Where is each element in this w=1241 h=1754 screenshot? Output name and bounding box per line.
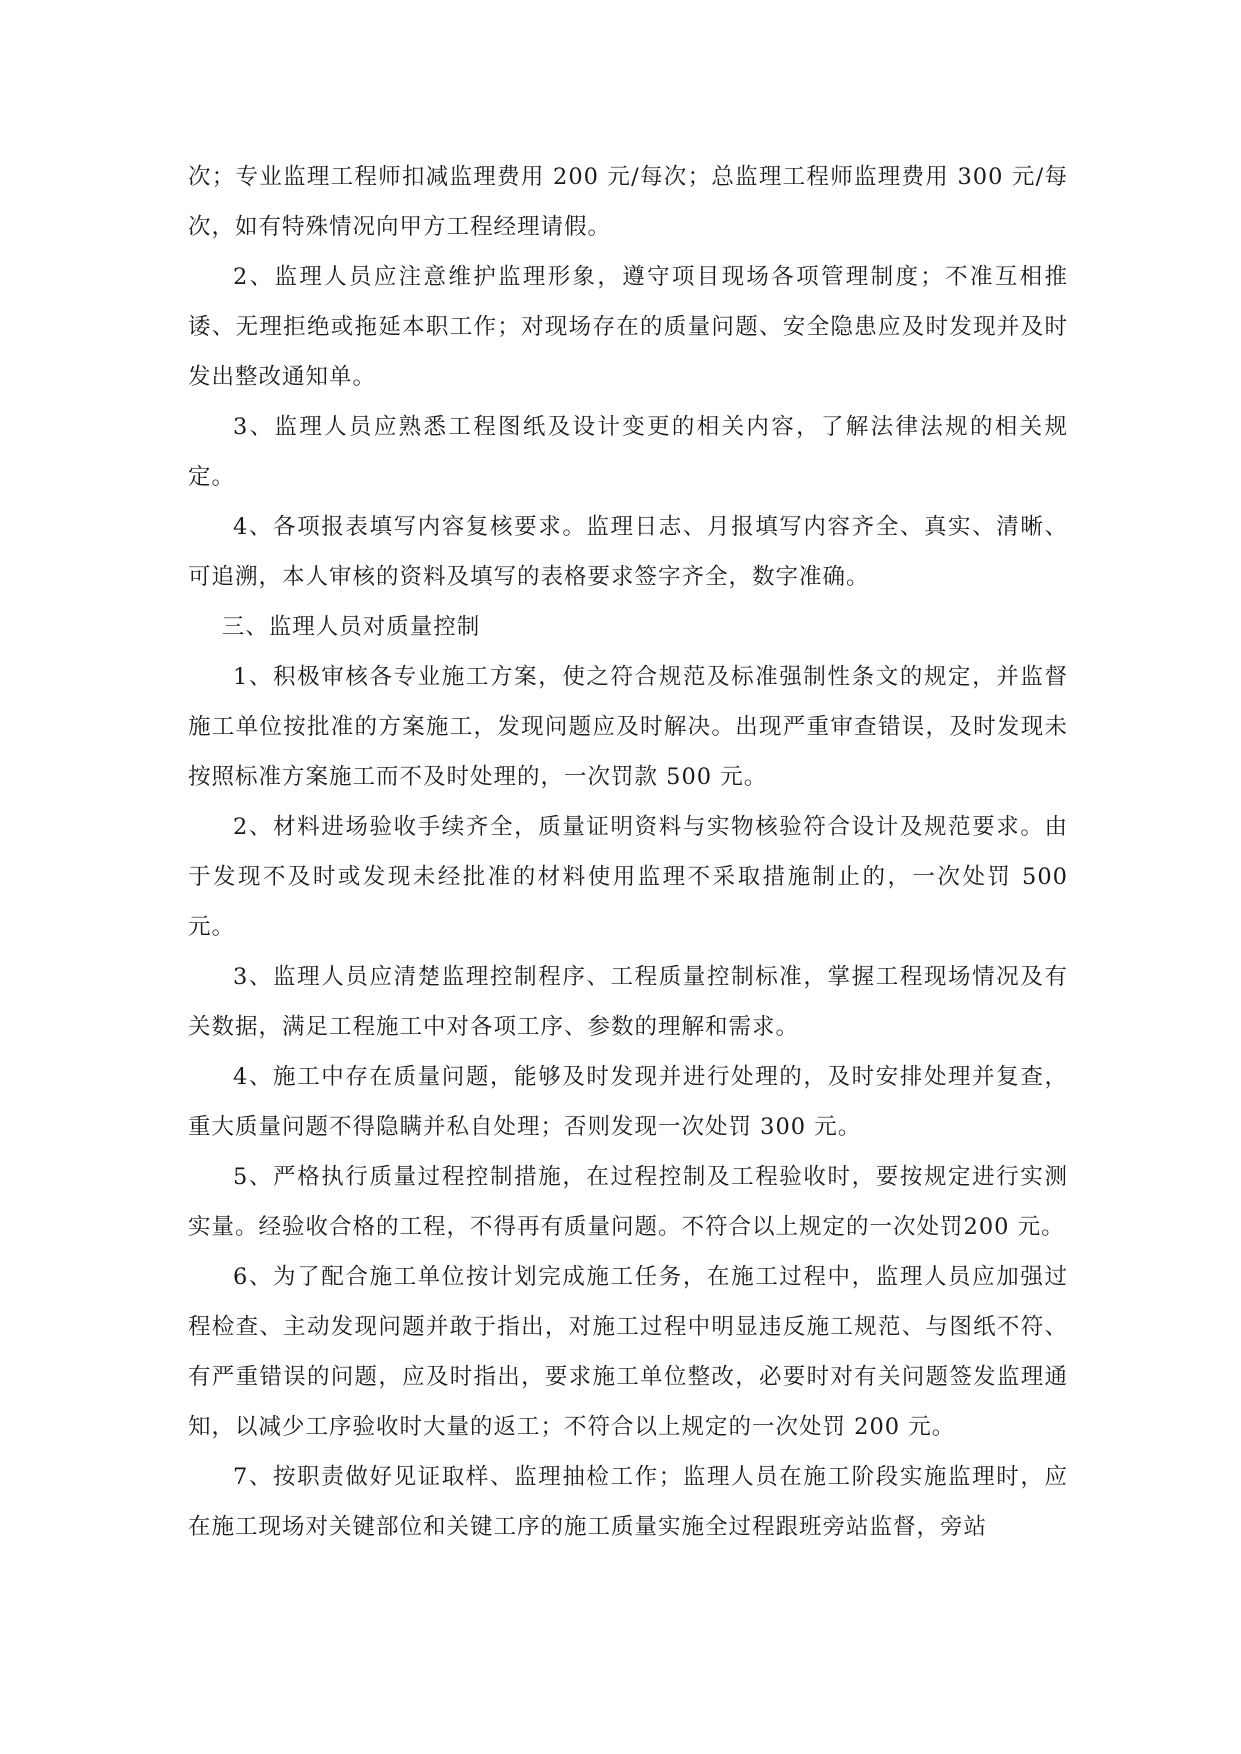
document-body <box>188 152 1068 1552</box>
paragraph-quality-7: 7、按职责做好见证取样、监理抽检工作；监理人员在施工阶段实施监理时，应在施工现场对关键部位和关键工序的施工质量实施全过程跟班旁站监督，旁站 <box>188 1464 1068 1540</box>
paragraph-continuation: 次；专业监理工程师扣减监理费用 200 元/每次；总监理工程师监理费用 300 元/每次，如有特殊情况向甲方工程经理请假。 <box>188 164 1068 240</box>
paragraph-quality-2: 2、材料进场验收手续齐全，质量证明资料与实物核验符合设计及规范要求。由于发现不及时或发现未经批准的材料使用监理不采取措施制止的，一次处罚 500 元。 <box>188 814 1068 940</box>
paragraph-item-3: 3、监理人员应熟悉工程图纸及设计变更的相关内容，了解法律法规的相关规定。 <box>188 414 1068 490</box>
paragraph-item-2: 2、监理人员应注意维护监理形象，遵守项目现场各项管理制度；不准互相推诿、无理拒绝或拖延本职工作；对现场存在的质量问题、安全隐患应及时发现并及时发出整改通知单。 <box>188 264 1068 390</box>
paragraph-quality-5: 5、严格执行质量过程控制措施，在过程控制及工程验收时，要按规定进行实测实量。经验收合格的工程，不得再有质量问题。不符合以上规定的一次处罚200 元。 <box>188 1164 1068 1240</box>
paragraph-quality-4: 4、施工中存在质量问题，能够及时发现并进行处理的，及时安排处理并复查，重大质量问题不得隐瞒并私自处理；否则发现一次处罚 300 元。 <box>188 1064 1068 1140</box>
paragraph-quality-1: 1、积极审核各专业施工方案，使之符合规范及标准强制性条文的规定，并监督施工单位按批准的方案施工，发现问题应及时解决。出现严重审查错误，及时发现未按照标准方案施工而不及时处理的，一次罚款 500 元。 <box>188 664 1068 790</box>
paragraph-quality-6: 6、为了配合施工单位按计划完成施工任务，在施工过程中，监理人员应加强过程检查、主动发现问题并敢于指出，对施工过程中明显违反施工规范、与图纸不符、有严重错误的问题，应及时指出，要求施工单位整改，必要时对有关问题签发监理通知，以减少工序验收时大量的返工；不符合以上规定的一次处罚 200 元。 <box>188 1264 1068 1440</box>
paragraph-item-4: 4、各项报表填写内容复核要求。监理日志、月报填写内容齐全、真实、清晰、可追溯，本人审核的资料及填写的表格要求签字齐全，数字准确。 <box>188 514 1068 590</box>
section-heading-quality-control: 三、监理人员对质量控制 <box>221 614 481 640</box>
paragraph-quality-3: 3、监理人员应清楚监理控制程序、工程质量控制标准，掌握工程现场情况及有关数据，满足工程施工中对各项工序、参数的理解和需求。 <box>188 964 1068 1040</box>
